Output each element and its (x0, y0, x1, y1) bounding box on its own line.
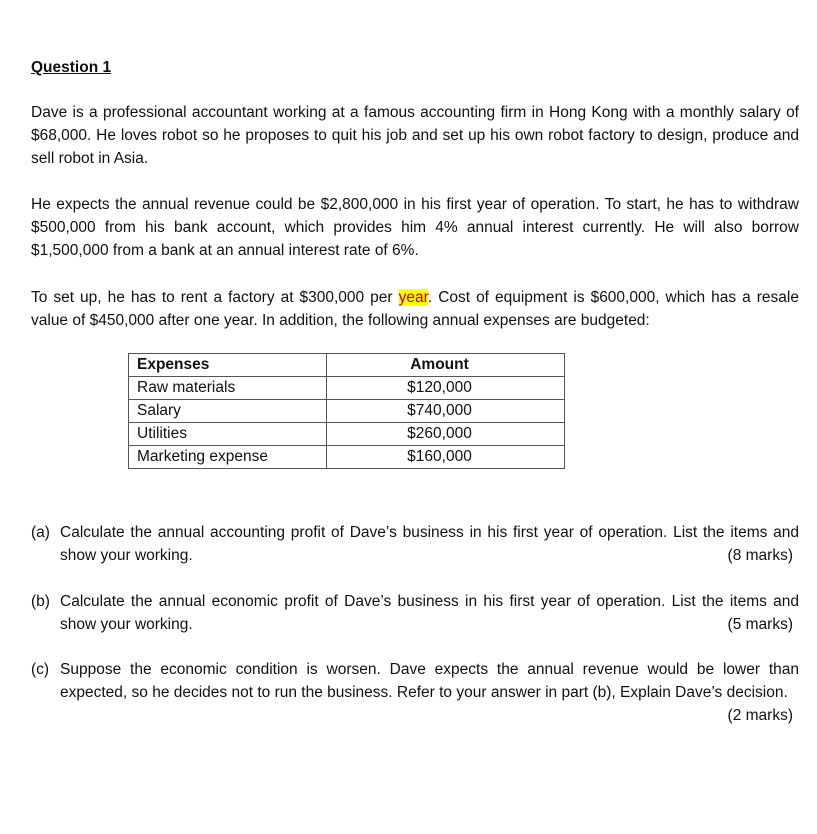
question-b-label: (b) (31, 593, 50, 610)
setup-paragraph (31, 286, 799, 332)
question-c-label: (c) (31, 661, 50, 678)
table-row (129, 377, 565, 400)
question-a-label: (a) (31, 524, 50, 541)
table-header-row (129, 354, 565, 377)
question-c-marks: (2 marks) (727, 707, 793, 724)
question-b-marks: (5 marks) (727, 616, 793, 633)
table-row (129, 446, 565, 469)
highlighted-word: year (398, 289, 428, 306)
question-title: Question 1 (31, 59, 112, 76)
question-b (31, 590, 799, 636)
question-c (31, 658, 799, 724)
question-a-marks: (8 marks) (727, 547, 793, 564)
setup-text-end: . Cost of equipment is $600,000, which has a resale value of $450,000 after one year. In addition, the following annual expenses are budgeted: (31, 289, 799, 329)
expenses-table (128, 353, 565, 469)
expense-amount: $740,000 (327, 400, 565, 423)
expense-item: Raw materials (129, 377, 327, 400)
question-a (31, 521, 799, 567)
header-amount: Amount (327, 354, 565, 377)
table-row (129, 423, 565, 446)
expense-amount: $260,000 (327, 423, 565, 446)
table-row (129, 400, 565, 423)
expense-item: Marketing expense (129, 446, 327, 469)
expense-amount: $120,000 (327, 377, 565, 400)
expense-amount: $160,000 (327, 446, 565, 469)
revenue-paragraph: He expects the annual revenue could be $2,800,000 in his first year of operation. To start, he has to withdraw $500,000 from his bank account, which provides him 4% annual interest currently. He will also borrow $1,500,000 from a bank at an annual interest rate of 6%. (31, 196, 799, 259)
question-b-text: Calculate the annual economic profit of Dave’s business in his first year of operation. List the items and show your working. (60, 593, 799, 633)
expense-item: Utilities (129, 423, 327, 446)
question-c-text: Suppose the economic condition is worsen. Dave expects the annual revenue would be lower than expected, so he decides not to run the business. Refer to your answer in part (b), Explain Dave’s decision. (60, 661, 799, 701)
setup-text-start: To set up, he has to rent a factory at $300,000 per (31, 289, 399, 306)
expense-item: Salary (129, 400, 327, 423)
question-a-text: Calculate the annual accounting profit of Dave’s business in his first year of operation. List the items and show your working. (60, 524, 799, 564)
intro-paragraph: Dave is a professional accountant working at a famous accounting firm in Hong Kong with a monthly salary of $68,000. He loves robot so he proposes to quit his job and set up his own robot factory to design, produce and sell robot in Asia. (31, 104, 799, 167)
header-expenses: Expenses (129, 354, 327, 377)
